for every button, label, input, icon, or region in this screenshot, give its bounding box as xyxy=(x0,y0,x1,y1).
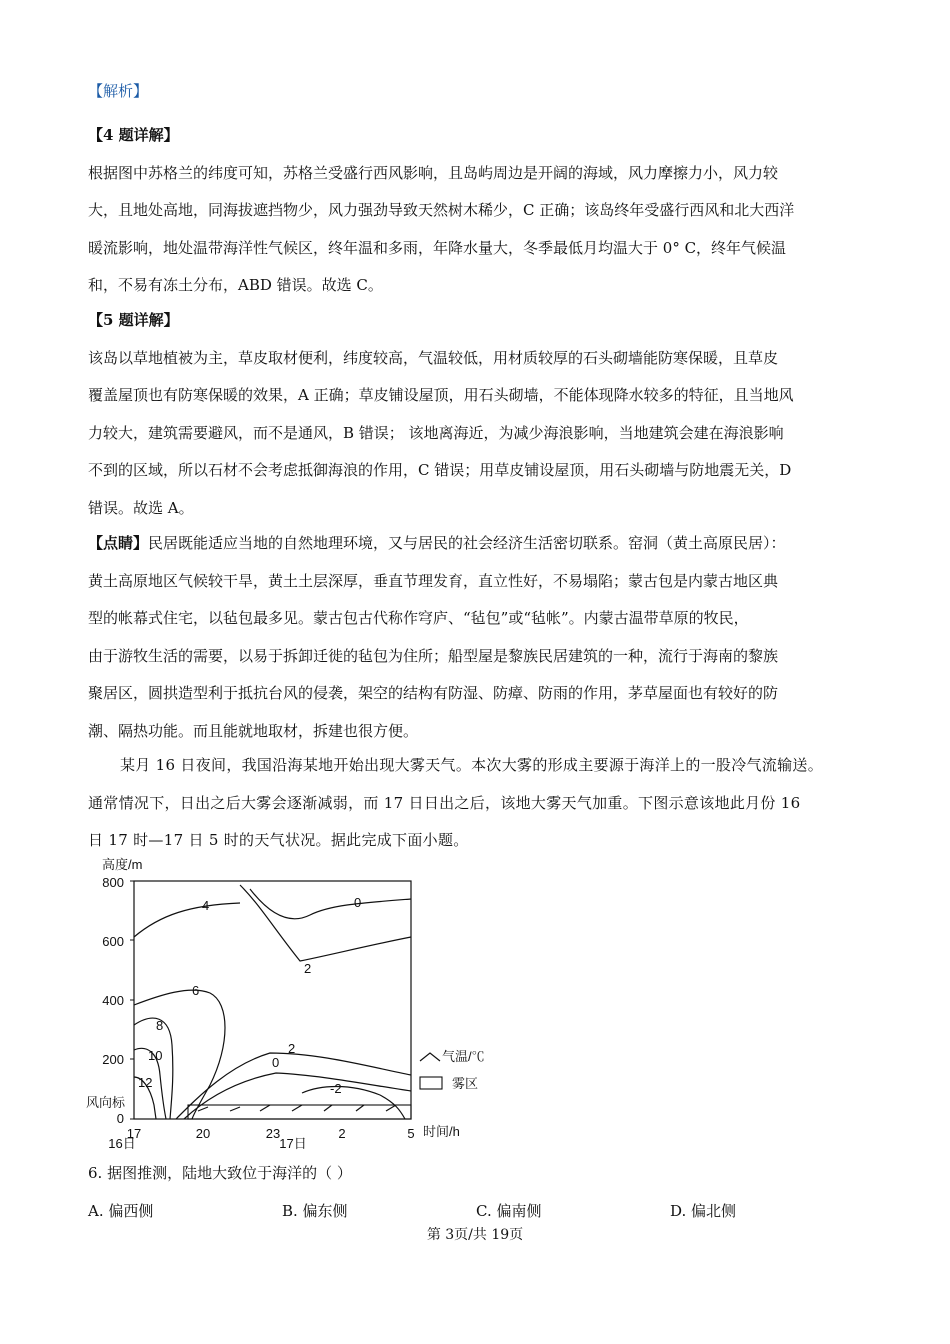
y-tick: 200 xyxy=(102,1052,124,1067)
isotherm-0-lower xyxy=(184,1073,411,1119)
q5-line: 该岛以草地植被为主，草皮取材便利，纬度较高，气温较低，用材质较厚的石头砌墙能防寒保暖，且草皮 xyxy=(88,348,779,367)
q4-line: 根据图中苏格兰的纬度可知，苏格兰受盛行西风影响，且岛屿周边是开阔的海域，风力摩擦力小，风力较 xyxy=(88,163,779,182)
q4-section xyxy=(88,117,863,305)
date-label-17: 17日 xyxy=(279,1136,307,1151)
legend-isotherm-label: 气温/℃ xyxy=(442,1049,485,1064)
option-b[interactable]: B. 偏东侧 xyxy=(282,1202,348,1220)
q5-section xyxy=(88,302,863,527)
q4-line: 和，不易有冻土分布，ABD 错误。故选 C。 xyxy=(88,276,383,294)
tip-label: 【点睛】 xyxy=(88,534,149,552)
intro-line: 某月 16 日夜间，我国沿海某地开始出现大雾天气。本次大雾的形成主要源于海洋上的一股冷气流输送。 xyxy=(120,756,824,774)
tip-line: 由于游牧生活的需要，以易于拆卸迁徙的毡包为住所；船型屋是黎族民居建筑的一种，流行于海南的黎族 xyxy=(88,646,779,665)
x-tick: 23 xyxy=(265,1126,281,1141)
analysis-label: 【解析】 xyxy=(88,82,149,100)
x-tick: 2 xyxy=(338,1126,346,1141)
isotherm-0-top xyxy=(250,889,411,919)
tip-line: 黄土高原地区气候较干旱，黄土土层深厚，垂直节理发育，直立性好，不易塌陷；蒙古包是内蒙古地区典 xyxy=(88,571,779,590)
q5-heading: 【5 题详解】 xyxy=(88,311,179,329)
y-tick: 600 xyxy=(102,934,124,949)
y-axis-label: 高度/m xyxy=(102,857,143,872)
isotherm-label: 8 xyxy=(156,1018,164,1033)
q4-heading: 【4 题详解】 xyxy=(88,126,179,144)
isotherm-label: 2 xyxy=(288,1041,296,1056)
x-tick: 20 xyxy=(195,1126,211,1141)
option-c[interactable]: C. 偏南侧 xyxy=(476,1202,542,1220)
tip-section xyxy=(88,525,863,750)
y-tick: 400 xyxy=(102,993,124,1008)
x-axis-label: 时间/h xyxy=(423,1124,460,1139)
intro-line: 日 17 时—17 日 5 时的天气状况。据此完成下面小题。 xyxy=(88,831,469,849)
legend-fog-swatch xyxy=(420,1077,442,1089)
isotherm-label: 0 xyxy=(354,895,362,910)
q5-line: 力较大，建筑需要避风，而不是通风，B 错误； 该地离海近，为减少海浪影响，当地建筑会建在海浪影响 xyxy=(88,423,784,442)
isotherm-4 xyxy=(134,903,240,937)
isotherm-neg2 xyxy=(302,1087,405,1120)
x-tick: 17 xyxy=(126,1126,142,1141)
isotherm-label: 10 xyxy=(148,1048,163,1063)
isotherm-label: 12 xyxy=(138,1075,153,1090)
y-tick: 0 xyxy=(116,1111,124,1126)
isotherm-label: 6 xyxy=(192,983,200,998)
wind-label: 风向标 xyxy=(86,1095,126,1110)
tip-line: 潮、隔热功能。而且能就地取材，拆建也很方便。 xyxy=(88,721,419,740)
option-a[interactable]: A. 偏西侧 xyxy=(88,1202,154,1220)
tip-first-line: 民居既能适应当地的自然地理环境，又与居民的社会经济生活密切联系。窑洞（黄土高原民居）： xyxy=(148,534,786,552)
date-label-16: 16日 xyxy=(108,1136,136,1151)
q5-line: 不到的区域，所以石材不会考虑抵御海浪的作用，C 错误；用草皮铺设屋顶，用石头砌墙与防地震无关，D xyxy=(88,461,792,479)
x-tick: 5 xyxy=(407,1126,415,1141)
isotherm-label: -2 xyxy=(330,1081,342,1096)
tip-line: 聚居区，圆拱造型利于抵抗台风的侵袭，架空的结构有防湿、防瘴、防雨的作用，茅草屋面也有较好的防 xyxy=(88,684,779,702)
fog-contour-chart xyxy=(80,855,500,1155)
isotherm-label: 0 xyxy=(272,1055,280,1070)
intro-line: 通常情况下，日出之后大雾会逐渐减弱，而 17 日日出之后，该地大雾天气加重。下图示意该地此月份 16 xyxy=(88,793,801,812)
q5-line: 错误。故选 A。 xyxy=(88,498,194,517)
q5-line: 覆盖屋顶也有防寒保暖的效果，A 正确；草皮铺设屋顶，用石头砌墙，不能体现降水较多的特征，且当地风 xyxy=(88,386,794,404)
isotherm-label: 2 xyxy=(304,961,312,976)
option-d[interactable]: D. 偏北侧 xyxy=(670,1202,737,1220)
y-tick: 800 xyxy=(102,875,124,890)
legend-isotherm-swatch xyxy=(420,1053,440,1061)
plot-frame xyxy=(134,881,411,1119)
q4-line: 大，且地处高地，同海拔遮挡物少，风力强劲导致天然树木稀少，C 正确；该岛终年受盛行西风和北大西洋 xyxy=(88,201,795,219)
legend-fog-label: 雾区 xyxy=(452,1076,479,1091)
tip-line: 型的帐幕式住宅，以毡包最多见。蒙古包古代称作穹庐、“毡包”或“毡帐”。内蒙古温带草原的牧民， xyxy=(88,609,749,627)
isotherm-2-upper xyxy=(240,885,411,961)
isotherm-label: 4 xyxy=(202,898,210,913)
page-footer: 第 3页/共 19页 xyxy=(426,1227,524,1243)
question-intro xyxy=(88,747,863,860)
question-6: 6. 据图推测，陆地大致位于海洋的（ ） xyxy=(88,1164,352,1182)
q4-line: 暖流影响，地处温带海洋性气候区，终年温和多雨，年降水量大，冬季最低月均温大于 0° C，终年气候温 xyxy=(88,238,787,257)
